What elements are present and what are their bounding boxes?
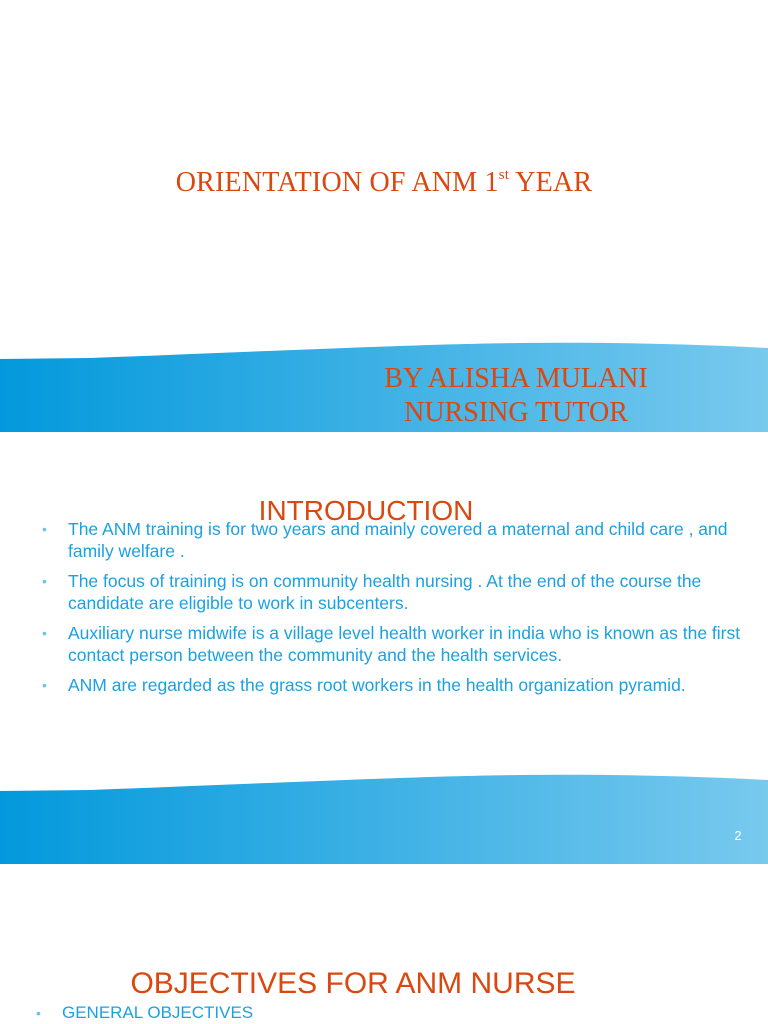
- author-block: [300, 362, 732, 430]
- introduction-heading: INTRODUCTION: [258, 495, 474, 527]
- bullet-item: • The ANM training is for two years and mainly covered a maternal and child care , and family welfare .: [40, 518, 755, 562]
- author-role: NURSING TUTOR: [404, 397, 628, 428]
- bullet-item: • Auxiliary nurse midwife is a village level health worker in india who is known as the first contact person between the community and the health services.: [40, 622, 755, 666]
- presentation-title: [0, 167, 768, 199]
- author-name: BY ALISHA MULANI: [384, 363, 648, 394]
- objectives-bullet-list: [34, 1002, 734, 1024]
- title-slide: [0, 0, 768, 432]
- title-text: ORIENTATION OF ANM 1: [175, 166, 499, 198]
- bullet-item: • ANM are regarded as the grass root workers in the health organization pyramid.: [40, 674, 755, 696]
- objectives-heading: OBJECTIVES FOR ANM NURSE: [130, 966, 576, 1000]
- title-superscript: st: [498, 166, 510, 183]
- title-text-end: YEAR: [509, 166, 593, 198]
- slide-page-number: 2: [734, 828, 742, 843]
- introduction-bullet-list: [40, 518, 755, 704]
- bullet-item: • The focus of training is on community health nursing . At the end of the course the candidate are eligible to work in subcenters.: [40, 570, 755, 614]
- bullet-item: • GENERAL OBJECTIVES: [34, 1002, 734, 1024]
- introduction-slide: [0, 432, 768, 864]
- objectives-slide: [0, 864, 768, 1024]
- blue-wave-banner: [0, 772, 768, 864]
